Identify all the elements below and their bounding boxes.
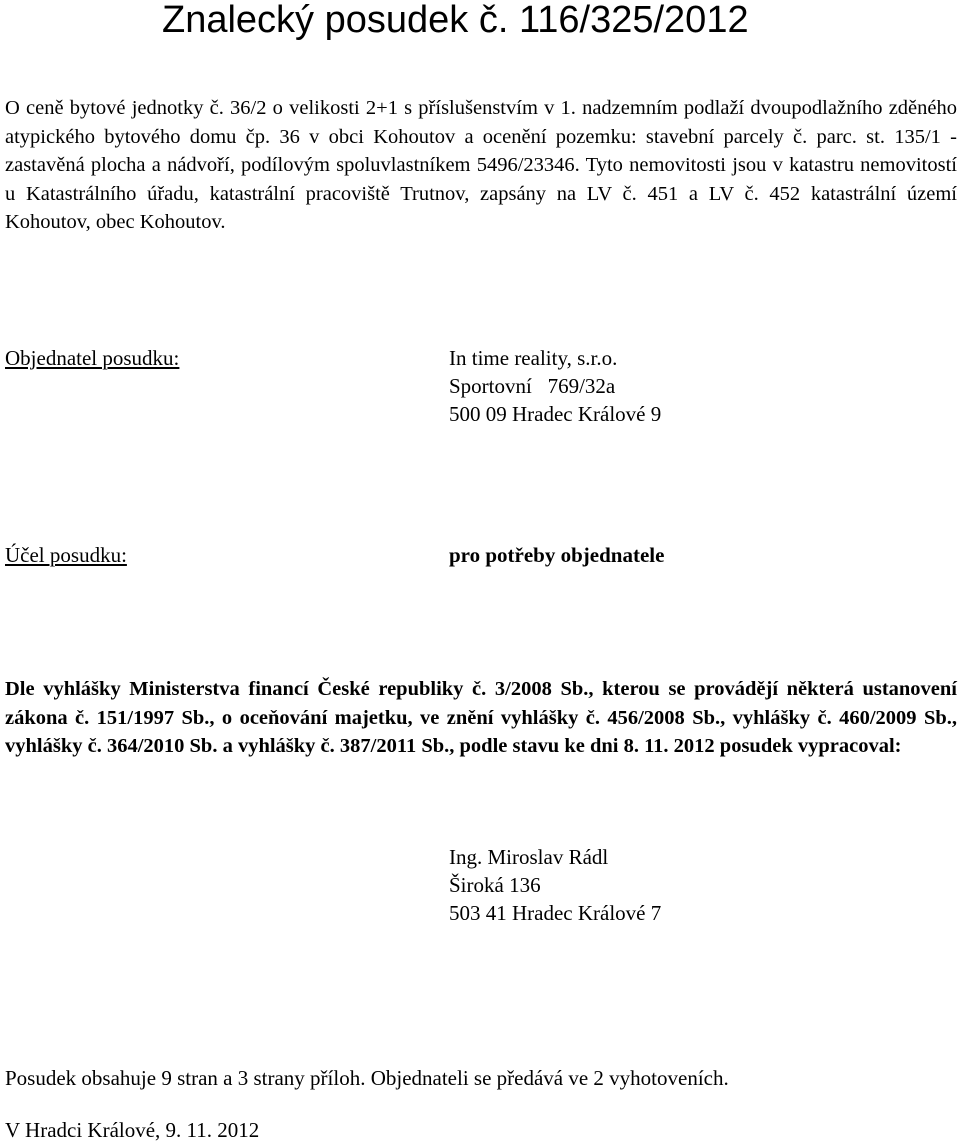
legal-basis: Dle vyhlášky Ministerstva financí České republiky č. 3/2008 Sb., kterou se provádějí některá ustanovení zákona č. 151/1997 Sb., o oceňování majetku, ve znění vyhlášky č. 456/2008 Sb., vyhlášky č. 460/2009 Sb., vyhlášky č. 364/2010 Sb. a vyhlášky č. 387/2011 Sb., podle stavu ke dni 8. 11. 2012 posudek vypracoval: <box>5 678 957 757</box>
purpose-label: Účel posudku: <box>5 543 127 567</box>
client-address <box>449 344 661 428</box>
client-name: In time reality, s.r.o. <box>449 346 618 370</box>
author-name: Ing. Miroslav Rádl <box>449 845 609 869</box>
client-street: Sportovní 769/32a <box>449 374 616 398</box>
subject-description: O ceně bytové jednotky č. 36/2 o velikosti 2+1 s příslušenstvím v 1. nadzemním podlaží dvoupodlažního zděného atypického bytového domu čp. 36 v obci Kohoutov a ocenění pozemku: stavební parcely č. parc. st. 135/1 - zastavěná plocha a nádvoří, podílovým spoluvlastníkem 5496/23346. Tyto nemovitosti jsou v katastru nemovitostí u Katastrálního úřadu, katastrální pracoviště Trutnov, zapsány na LV č. 451 a LV č. 452 katastrální území Kohoutov, obec Kohoutov. <box>5 97 957 233</box>
document-title: Znalecký posudek č. 116/325/2012 <box>162 0 749 41</box>
page-count-note: Posudek obsahuje 9 stran a 3 strany příloh. Objednateli se předává ve 2 vyhotoveních. <box>5 1066 729 1090</box>
author-street: Široká 136 <box>449 873 541 897</box>
purpose-value: pro potřeby objednatele <box>449 543 665 567</box>
author-block <box>449 843 661 927</box>
place-and-date: V Hradci Králové, 9. 11. 2012 <box>5 1118 260 1142</box>
client-city: 500 09 Hradec Králové 9 <box>449 402 662 426</box>
author-city: 503 41 Hradec Králové 7 <box>449 901 662 925</box>
client-label: Objednatel posudku: <box>5 346 180 370</box>
